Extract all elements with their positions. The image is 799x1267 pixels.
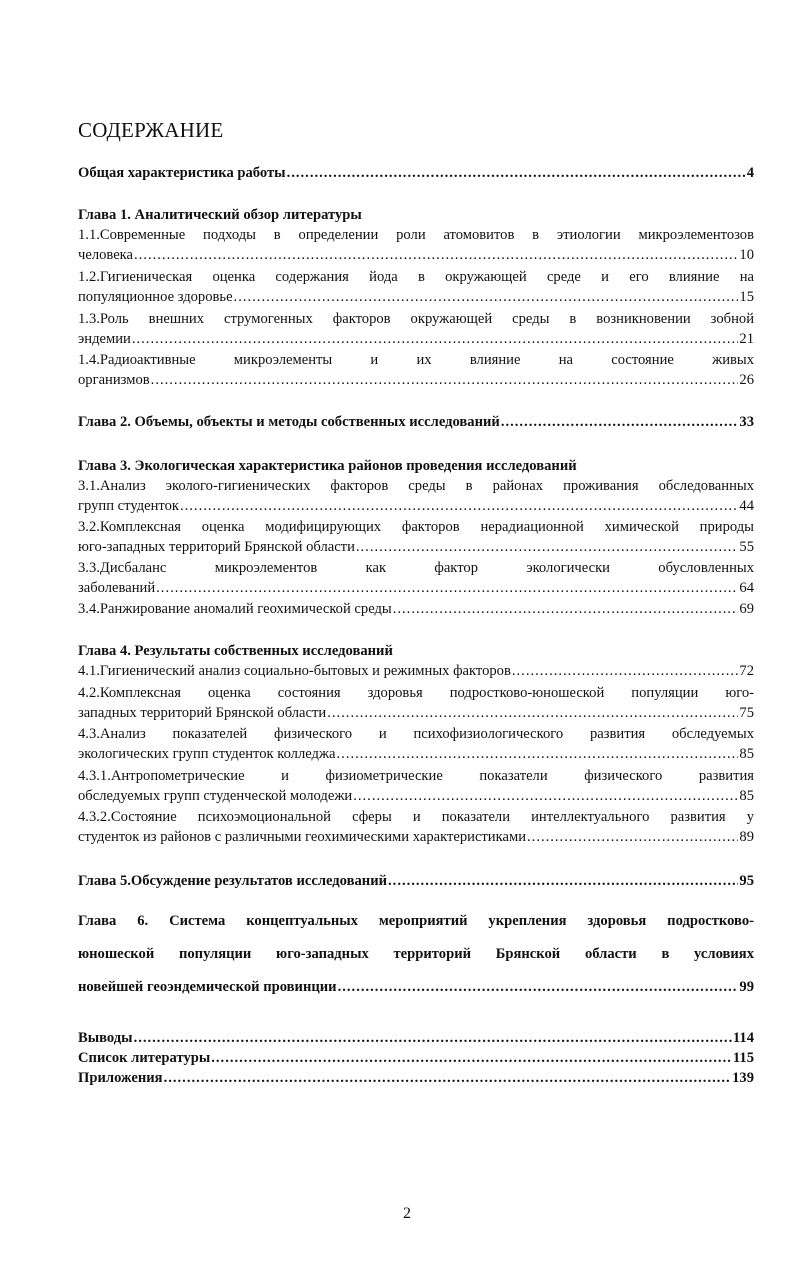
chapter-1-title: Глава 1. Аналитический обзор литературы [78,207,362,223]
entry-page: 26 [739,372,754,388]
entry-text: Приложения [78,1070,163,1086]
entry-page: 15 [739,289,754,305]
table-of-contents-page [78,0,754,1267]
leader-dots [134,1028,732,1048]
entry-page: 139 [732,1070,754,1086]
chapter-2-entry [78,412,754,432]
entry-page: 72 [739,663,754,679]
toc-entry-1-1-line-1: 1.1.Современные подходы в определении роли атомовитов в этиологии микроэлементозов [78,227,754,243]
toc-entry-1-4-line-2 [78,370,754,390]
toc-entry-4-2-line-1: 4.2.Комплексная оценка состояния здоровья подростково-юношеской популяции юго- [78,685,754,701]
leader-dots [353,786,738,806]
leader-dots [180,496,738,516]
toc-entry-4-3-2-line-1: 4.3.2.Состояние психоэмоциональной сферы и показатели интеллектуального развития у [78,809,754,825]
chapter-6-line-2: юношеской популяции юго-западных территорий Брянской области в условиях [78,946,754,962]
entry-text: Выводы [78,1030,133,1046]
entry-text: популяционное здоровье [78,289,233,305]
leader-dots [527,827,738,847]
toc-entry-3-3-line-1: 3.3.Дисбаланс микроэлементов как фактор экологически обусловленных [78,560,754,576]
entry-text: западных территорий Брянской области [78,705,327,721]
toc-entry-general [78,163,754,183]
leader-dots [211,1048,732,1068]
toc-entry-4-3-1-line-2 [78,786,754,806]
toc-entry-1-3-line-1: 1.3.Роль внешних струмогенных факторов окружающей среды в возникновении зобной [78,311,754,327]
entry-page: 64 [739,580,754,596]
entry-page: 69 [739,601,754,617]
leader-dots [164,1068,732,1088]
leader-dots [338,977,739,997]
page-number: 2 [403,1205,411,1222]
toc-entry-4-1 [78,661,754,681]
entry-page: 33 [739,414,754,430]
entry-page: 114 [732,1030,754,1046]
entry-text: экологических групп студенток колледжа [78,746,336,762]
leader-dots [356,537,739,557]
leader-dots [156,578,738,598]
entry-text: Список литературы [78,1050,211,1066]
entry-page: 10 [739,247,754,263]
entry-text: организмов [78,372,150,388]
entry-page: 99 [739,979,754,995]
toc-entry-1-1-line-2 [78,245,754,265]
leader-dots [132,329,739,349]
toc-entry-4-3-line-1: 4.3.Анализ показателей физического и психофизиологического развития обследуемых [78,726,754,742]
toc-entry-3-4 [78,599,754,619]
entry-text: юго-западных территорий Брянской области [78,539,355,555]
leader-dots [287,163,746,183]
toc-entry-3-2-line-1: 3.2.Комплексная оценка модифицирующих факторов нерадиационной химической природы [78,519,754,535]
leader-dots [393,599,739,619]
leader-dots [151,370,739,390]
entry-page: 4 [746,165,754,181]
entry-page: 95 [739,873,754,889]
leader-dots [134,245,738,265]
chapter-6-line-1: Глава 6. Система концептуальных мероприятий укрепления здоровья подростково- [78,913,754,929]
leader-dots [234,287,739,307]
toc-entry-4-2-line-2 [78,703,754,723]
chapter-5-entry [78,871,754,891]
leader-dots [337,744,739,764]
toc-entry-references [78,1048,754,1068]
chapter-6-line-3 [78,977,754,997]
toc-entry-1-3-line-2 [78,329,754,349]
leader-dots [501,412,739,432]
toc-entry-3-2-line-2 [78,537,754,557]
toc-entry-4-3-1-line-1: 4.3.1.Антропометрические и физиометрические показатели физического развития [78,768,754,784]
entry-page: 21 [739,331,754,347]
toc-entry-4-3-line-2 [78,744,754,764]
entry-page: 89 [739,829,754,845]
toc-entry-conclusions [78,1028,754,1048]
chapter-4-title: Глава 4. Результаты собственных исследований [78,643,393,659]
entry-text: групп студенток [78,498,179,514]
entry-page: 55 [739,539,754,555]
toc-entry-3-1-line-1: 3.1.Анализ эколого-гигиенических факторов среды в районах проживания обследованных [78,478,754,494]
toc-entry-1-2-line-1: 1.2.Гигиеническая оценка содержания йода в окружающей среде и его влияние на [78,269,754,285]
toc-entry-1-4-line-1: 1.4.Радиоактивные микроэлементы и их влияние на состояние живых [78,352,754,368]
entry-text: Глава 2. Объемы, объекты и методы собственных исследований [78,414,500,430]
entry-text: новейшей геоэндемической провинции [78,979,337,995]
leader-dots [512,661,739,681]
page-title: СОДЕРЖАНИЕ [78,118,224,142]
leader-dots [388,871,738,891]
entry-text: студенток из районов с различными геохимическими характеристиками [78,829,527,845]
toc-entry-appendices [78,1068,754,1088]
entry-text: заболеваний [78,580,156,596]
chapter-3-title: Глава 3. Экологическая характеристика районов проведения исследований [78,458,577,474]
entry-text: эндемии [78,331,131,347]
entry-text: 3.4.Ранжирование аномалий геохимической среды [78,601,392,617]
entry-text: Глава 5.Обсуждение результатов исследований [78,873,388,889]
entry-page: 115 [732,1050,754,1066]
entry-page: 44 [739,498,754,514]
entry-text: Общая характеристика работы [78,165,286,181]
entry-text: человека [78,247,134,263]
entry-page: 85 [739,788,754,804]
entry-text: 4.1.Гигиенический анализ социально-бытовых и режимных факторов [78,663,511,679]
toc-entry-1-2-line-2 [78,287,754,307]
leader-dots [327,703,738,723]
toc-entry-4-3-2-line-2 [78,827,754,847]
toc-entry-3-1-line-2 [78,496,754,516]
entry-page: 75 [739,705,754,721]
entry-page: 85 [739,746,754,762]
entry-text: обследуемых групп студенческой молодежи [78,788,353,804]
toc-entry-3-3-line-2 [78,578,754,598]
